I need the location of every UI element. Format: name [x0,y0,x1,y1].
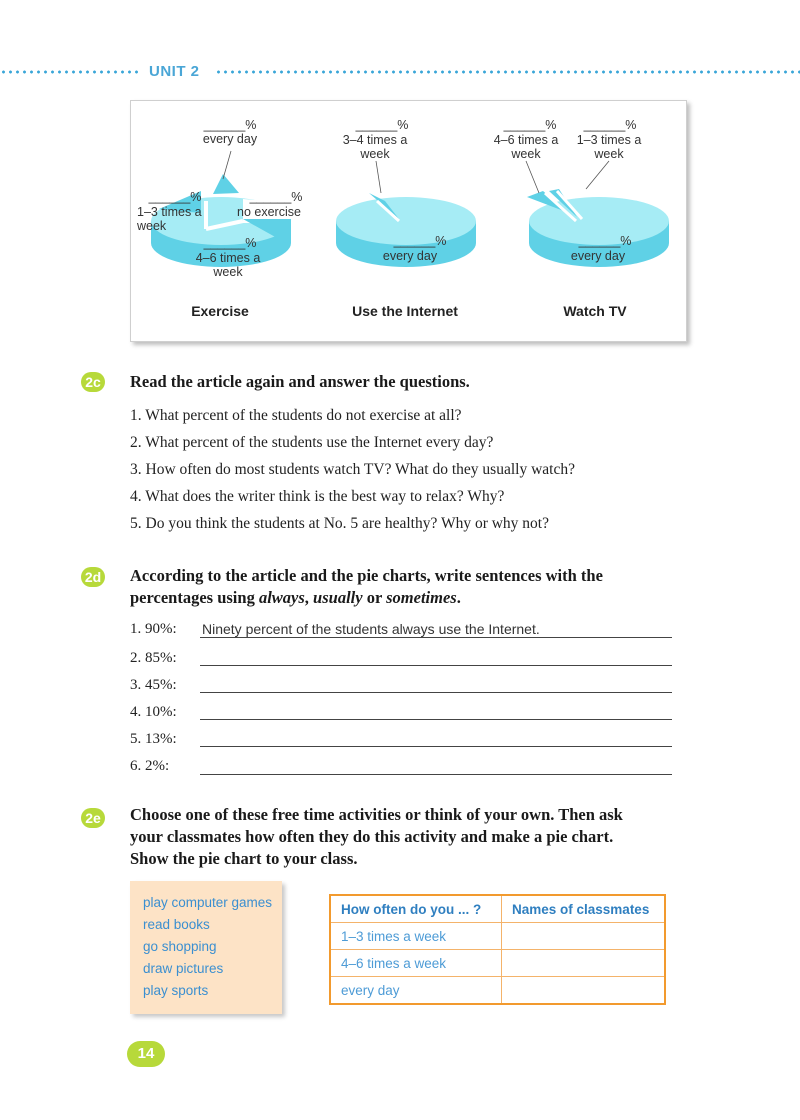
header-dots-right [215,70,800,74]
s2d-row-number: 3. 45%: [130,677,177,693]
s2d-row-6-line[interactable] [200,774,672,775]
header-dots-left [0,70,140,74]
s2e-line-1: Choose one of these free time activities or think of your own. Then ask [130,805,623,824]
page-number: 14 [127,1041,165,1067]
s2d-row-5 [130,731,200,751]
tv-46-label: 4–6 times a week [493,133,559,161]
s2e-line-3: Show the pie chart to your class. [130,849,358,868]
badge-2d: 2d [81,567,105,587]
exercise-everyday-label: every day [202,132,258,146]
survey-names-cell[interactable] [502,950,666,977]
survey-header-row [330,895,665,923]
s2d-row-number: 2. 85%: [130,650,177,666]
s2d-row-number: 5. 13%: [130,731,177,747]
activities-box [130,881,282,1014]
s2d-title-line1: According to the article and the pie charts, write sentences with the [130,566,603,585]
s2d-row-1-answer: Ninety percent of the students always use the Internet. [202,621,540,637]
s2d-row-5-line[interactable] [200,746,672,747]
pie-title-internet: Use the Internet [352,303,458,319]
s2d-row-4-line[interactable] [200,719,672,720]
s2c-question-1: 1. What percent of the students do not exercise at all? [130,407,462,424]
s2d-title-line2 [130,587,461,609]
badge-2e: 2e [81,808,105,828]
s2d-row-3 [130,677,200,697]
exercise-46-blank: ______% [203,236,257,250]
exercise-no-blank: ______% [249,190,303,204]
s2d-sep1: , [304,588,314,607]
table-row [330,923,665,950]
tv-13-label: 1–3 times a week [576,133,642,161]
activity-item: draw pictures [143,961,224,976]
tv-13-blank: ______% [583,118,637,132]
s2d-row-2 [130,650,200,670]
activity-item: play sports [143,983,209,998]
exercise-everyday-blank: ______% [203,118,257,132]
survey-names-cell[interactable] [502,923,666,950]
survey-header-frequency: How often do you ... ? [330,895,502,923]
activity-item: play computer games [143,895,273,910]
activity-item: go shopping [143,939,217,954]
unit-label: UNIT 2 [149,63,200,80]
s2c-title: Read the article again and answer the questions. [130,372,470,391]
s2c-question-5: 5. Do you think the students at No. 5 are healthy? Why or why not? [130,515,549,532]
tv-46-blank: ______% [503,118,557,132]
s2d-row-2-line[interactable] [200,665,672,666]
s2d-row-number: 6. 2%: [130,758,170,774]
internet-everyday-label: every day [382,249,438,263]
s2d-word-sometimes: sometimes [386,588,457,607]
internet-everyday-blank: ______% [393,234,447,248]
tv-everyday-blank: ______% [578,234,632,248]
s2d-sep2: or [362,588,387,607]
badge-2c: 2c [81,372,105,392]
s2d-row-1-line[interactable] [200,637,672,638]
internet-34-blank: ______% [355,118,409,132]
survey-frequency-cell: 4–6 times a week [330,950,502,977]
survey-table [329,894,666,1005]
s2c-question-3: 3. How often do most students watch TV? What do they usually watch? [130,461,575,478]
exercise-46-label: 4–6 times a week [195,251,261,279]
s2d-row-number: 1. 90%: [130,621,177,637]
s2e-line-2: your classmates how often they do this activity and make a pie chart. [130,827,614,846]
survey-frequency-cell: 1–3 times a week [330,923,502,950]
exercise-no-label: no exercise [237,205,301,219]
table-row [330,977,665,1005]
pie-title-exercise: Exercise [191,303,249,319]
pie-title-tv: Watch TV [563,303,627,319]
exercise-13-blank: ______% [148,190,202,204]
s2c-question-2: 2. What percent of the students use the Internet every day? [130,434,494,451]
survey-header-names: Names of classmates [502,895,666,923]
s2d-word-always: always [258,588,305,607]
s2d-word-usually: usually [313,588,363,607]
s2c-question-4: 4. What does the writer think is the best way to relax? Why? [130,488,505,505]
survey-names-cell[interactable] [502,977,666,1005]
s2d-row-4 [130,704,200,724]
s2d-row-3-line[interactable] [200,692,672,693]
s2d-row-number: 4. 10%: [130,704,177,720]
internet-34-label: 3–4 times a week [342,133,408,161]
s2d-end: . [456,588,461,607]
activity-item: read books [143,917,210,932]
survey-frequency-cell: every day [330,977,502,1005]
table-row [330,950,665,977]
tv-everyday-label: every day [570,249,626,263]
s2d-title-pre: percentages using [130,588,259,607]
exercise-13-label: 1–3 times a week [137,205,202,233]
s2d-row-6 [130,758,200,778]
